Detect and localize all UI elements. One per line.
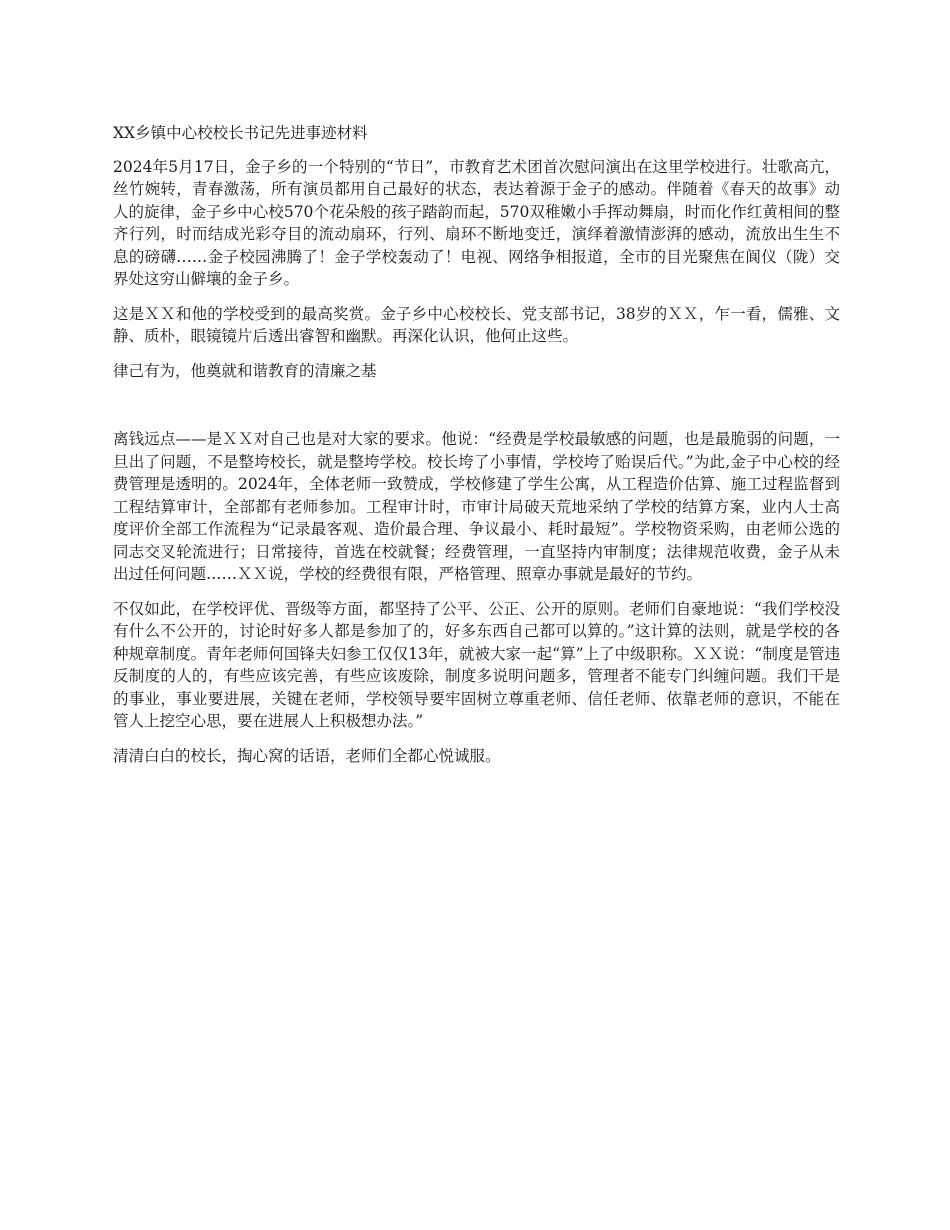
blank-space xyxy=(113,394,840,428)
paragraph: 清清白白的校长，掏心窝的话语，老师们全都心悦诚服。 xyxy=(113,746,501,765)
paragraph: 离钱远点——是ＸＸ对自己也是对大家的要求。他说：“经费是学校最敏感的问题，也是最脆弱的问题，一旦出了问题，不是整垮校长，就是整垮学校。校长垮了小事情，学校垮了贻误后代。”为此,金子中心校的经费管理是透明的。2024年，全体老师一致赞成，学校修建了学生公寓，从工程造价估算、施工过程监督到工程结算审计，全部都有老师参加。工程审计时，市审计局破天荒地采纳了学校的结算方案，业内人士高度评价全部工作流程为“记录最客观、造价最合理、争议最小、耗时最短”。学校物资采购，由老师公选的同志交叉轮流进行；日常接待，首选在校就餐；经费管理，一直坚持内审制度；法律规范收费，金子从未出过任何问题……ＸＸ说，学校的经费很有限，严格管理、照章办事就是最好的节约。 xyxy=(113,430,840,583)
document-title: XX乡镇中心校校长书记先进事迹材料 xyxy=(113,124,368,142)
paragraph: 2024年5月17日，金子乡的一个特别的“节日”，市教育艺术团首次慰问演出在这里学校进行。壮歌高亢，丝竹婉转，青春激荡，所有演员都用自己最好的状态，表达着源于金子的感动。伴随着《春天的故事》动人的旋律，金子乡中心校570个花朵般的孩子踏韵而起，570双稚嫩小手挥动舞扇，时而化作红黄相间的整齐行列，时而结成光彩夺目的流动扇环，行列、扇环不断地变迁，演绎着激情澎湃的感动，流放出生生不息的磅礴……金子校园沸腾了！金子学校轰动了！电视、网络争相报道，全市的目光聚焦在阆仪（陇）交界处这穷山僻壤的金子乡。 xyxy=(113,157,840,288)
section-heading: 律己有为，他奠就和谐教育的清廉之基 xyxy=(113,361,377,380)
document-page xyxy=(113,122,840,779)
paragraph: 不仅如此，在学校评优、晋级等方面，都坚持了公平、公正、公开的原则。老师们自豪地说：“我们学校没有什么不公开的，讨论时好多人都是参加了的，好多东西自己都可以算的。”这计算的法则，就是学校的各种规章制度。青年老师何国锋夫妇参工仅仅13年，就被大家一起“算”上了中级职称。ＸＸ说：“制度是管违反制度的人的，有些应该完善，有些应该废除，制度多说明问题多，管理者不能专门纠缠问题。我们干是的事业，事业要进展，关键在老师，学校领导要牢固树立尊重老师、信任老师、依靠老师的意识，不能在管人上挖空心思，要在进展人上积极想办法。” xyxy=(113,599,840,730)
paragraph: 这是ＸＸ和他的学校受到的最高奖赏。金子乡中心校校长、党支部书记，38岁的ＸＸ，乍一看，儒雅、文静、质朴，眼镜镜片后透出睿智和幽默。再深化认识，他何止这些。 xyxy=(113,304,840,345)
